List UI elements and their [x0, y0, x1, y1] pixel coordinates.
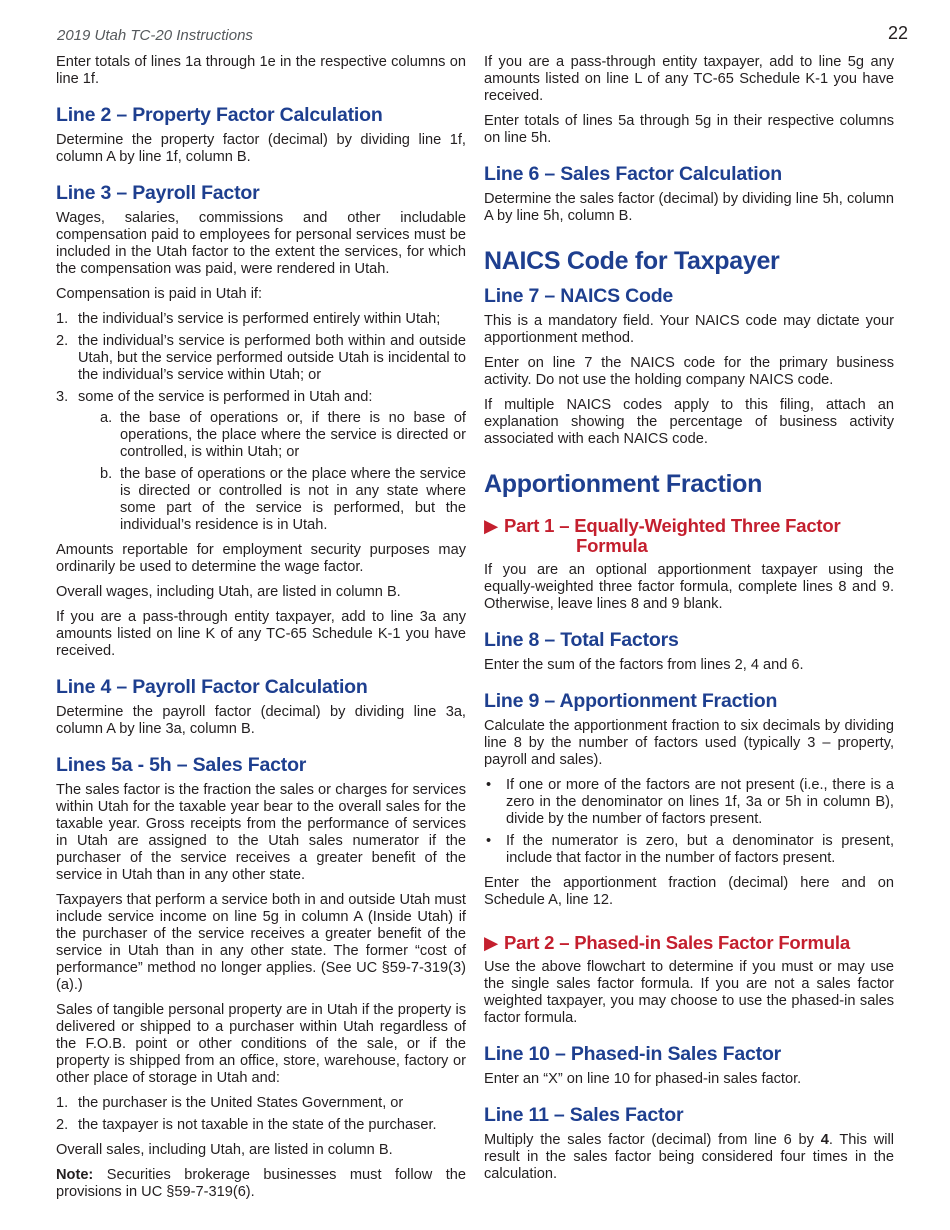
list-item-text: some of the service is performed in Utah and: — [78, 389, 373, 405]
line10-paragraph: Enter an “X” on line 10 for phased-in sales factor. — [484, 1071, 802, 1087]
line3-paragraph: Wages, salaries, commissions and other includable compensation paid to employees for personal services must be included in the Utah factor to the extent the services, for which the compensation was paid, were rendered in Utah. — [56, 210, 466, 277]
list-item-text: the individual’s service is performed both within and outside Utah, but the service performed outside Utah is incidental to the individual’s service within Utah; or — [78, 333, 466, 383]
part1-paragraph: If you are an optional apportionment taxpayer using the equally-weighted three factor formula, complete lines 8 and 9. Otherwise, leave lines 8 and 9 blank. — [484, 562, 894, 612]
list-item — [100, 410, 466, 461]
list-item-text: the base of operations or the place where the service is directed or controlled is not in any state where some part of the service is performed, but the individual’s residence is in Utah. — [120, 466, 466, 533]
note-paragraph — [56, 1167, 466, 1201]
part2-heading — [484, 933, 894, 953]
part2-paragraph: Use the above flowchart to determine if you must or may use the single sales factor formula. If you are not a sales factor weighted taxpayer, you may choose to use the phased-in sales factor formula. — [484, 959, 894, 1026]
page-number: 22 — [888, 23, 909, 43]
arrow-right-icon: ▶ — [484, 932, 499, 953]
line11-multiplier: 4 — [820, 1132, 829, 1148]
list-marker: 3. — [56, 389, 69, 405]
line5-paragraph: Taxpayers that perform a service both in and outside Utah must include service income on line 5g in column A (Inside Utah) if the purchaser of the service receives a greater benefit of the service in Utah than in any other state. The former “cost of performance” method no longer applies. (See UC §59-7-319(3)(a).) — [56, 892, 466, 993]
line4-heading: Line 4 – Payroll Factor Calculation — [56, 676, 368, 698]
list-item-text: the taxpayer is not taxable in the state of the purchaser. — [78, 1117, 437, 1133]
list-marker: b. — [100, 466, 113, 482]
line5-paragraph: Overall sales, including Utah, are listed in column B. — [56, 1142, 393, 1158]
line8-heading: Line 8 – Total Factors — [484, 629, 679, 651]
list-marker: 1. — [56, 311, 69, 327]
line4-paragraph: Determine the payroll factor (decimal) by dividing line 3a, column A by line 3a, column B. — [56, 704, 466, 737]
line6-heading: Line 6 – Sales Factor Calculation — [484, 163, 782, 185]
list-marker: 2. — [56, 1117, 69, 1133]
line11-text: Multiply the sales factor (decimal) from line 6 by — [484, 1132, 821, 1148]
document-header-title: 2019 Utah TC-20 Instructions — [57, 27, 253, 44]
line2-paragraph: Determine the property factor (decimal) by dividing line 1f, column A by line 1f, column B. — [56, 132, 466, 165]
list-item — [56, 311, 466, 328]
line5-paragraph: The sales factor is the fraction the sales or charges for services within Utah for the taxable year bear to the overall sales for the taxable year. Gross receipts from the performance of services in Utah are assigned to the Utah sales numerator if the purchaser of the service receives a greater benefit of the service in Utah than in any other state. — [56, 782, 466, 883]
apportionment-section-title: Apportionment Fraction — [484, 470, 763, 498]
line3-paragraph: Amounts reportable for employment security purposes may ordinarily be used to determine the wage factor. — [56, 542, 466, 575]
factors-bullet-list — [484, 777, 894, 867]
list-item-text: If the numerator is zero, but a denominator is present, include that factor in the number of factors present. — [506, 833, 894, 866]
list-marker: a. — [100, 410, 113, 426]
part1-title-continued: Formula — [576, 535, 648, 556]
arrow-right-icon: ▶ — [484, 515, 499, 536]
note-label: Note: — [56, 1167, 94, 1183]
line3-paragraph: Overall wages, including Utah, are listed in column B. — [56, 584, 401, 600]
property-list — [56, 1095, 466, 1134]
part1-title: Part 1 – Equally-Weighted Three Factor — [504, 515, 841, 536]
compensation-list — [56, 311, 466, 534]
list-item — [56, 389, 466, 534]
list-item — [100, 466, 466, 534]
line9-heading: Line 9 – Apportionment Fraction — [484, 690, 778, 712]
list-item-text: the individual’s service is performed entirely within Utah; — [78, 311, 441, 327]
intro-paragraph: Enter totals of lines 1a through 1e in the respective columns on line 1f. — [56, 54, 466, 87]
line5-paragraph: If you are a pass-through entity taxpayer, add to line 5g any amounts listed on line L of any TC-65 Schedule K-1 you have received. — [484, 54, 894, 104]
part1-heading — [484, 516, 894, 556]
left-column — [56, 54, 466, 1209]
line3-paragraph: If you are a pass-through entity taxpayer, add to line 3a any amounts listed on line K of any TC-65 Schedule K-1 you have received. — [56, 609, 466, 659]
note-text: Securities brokerage businesses must follow the provisions in UC §59-7-319(6). — [56, 1167, 466, 1200]
line8-paragraph: Enter the sum of the factors from lines 2, 4 and 6. — [484, 657, 804, 673]
line11-text: . This will result in the sales factor being considered four times in the calculation. — [484, 1132, 894, 1182]
list-item — [56, 333, 466, 384]
sub-list — [100, 410, 466, 534]
list-item — [484, 833, 894, 867]
line5-paragraph: Enter totals of lines 5a through 5g in their respective columns on line 5h. — [484, 113, 894, 146]
line7-paragraph: Enter on line 7 the NAICS code for the primary business activity. Do not use the holding company NAICS code. — [484, 355, 894, 388]
bullet-icon: • — [486, 777, 492, 793]
line7-heading: Line 7 – NAICS Code — [484, 285, 674, 307]
list-item-text: the base of operations or, if there is no base of operations, the place where the service is directed or controlled, is within Utah; or — [120, 410, 466, 460]
line2-heading: Line 2 – Property Factor Calculation — [56, 104, 383, 126]
list-item — [56, 1095, 466, 1112]
list-marker: 1. — [56, 1095, 69, 1111]
line6-paragraph: Determine the sales factor (decimal) by dividing line 5h, column A by line 5h, column B. — [484, 191, 894, 224]
line9-paragraph: Calculate the apportionment fraction to six decimals by dividing line 8 by the number of factors used (typically 3 – property, payroll and sales). — [484, 718, 894, 768]
naics-section-title: NAICS Code for Taxpayer — [484, 247, 780, 275]
line10-heading: Line 10 – Phased-in Sales Factor — [484, 1043, 782, 1065]
list-item-text: the purchaser is the United States Government, or — [78, 1095, 404, 1111]
line7-paragraph: This is a mandatory field. Your NAICS code may dictate your apportionment method. — [484, 313, 894, 346]
line3-heading: Line 3 – Payroll Factor — [56, 182, 260, 204]
part2-title: Part 2 – Phased-in Sales Factor Formula — [504, 932, 850, 953]
list-item — [484, 777, 894, 828]
line9-paragraph: Enter the apportionment fraction (decimal) here and on Schedule A, line 12. — [484, 875, 894, 908]
bullet-icon: • — [486, 833, 492, 849]
line5-heading: Lines 5a - 5h – Sales Factor — [56, 754, 307, 776]
line5-paragraph: Sales of tangible personal property are in Utah if the property is delivered or shipped to a purchaser within Utah regardless of the F.O.B. point or other conditions of the sale, or if the property is shipped from an office, store, warehouse, factory or other place of storage in Utah and: — [56, 1002, 466, 1086]
line11-paragraph — [484, 1132, 894, 1183]
list-marker: 2. — [56, 333, 69, 349]
list-item — [56, 1117, 466, 1134]
list-item-text: If one or more of the factors are not present (i.e., there is a zero in the denominator on lines 1f, 3a or 5h in column B), divide by the number of factors present. — [506, 777, 894, 827]
line11-heading: Line 11 – Sales Factor — [484, 1104, 684, 1126]
line3-paragraph: Compensation is paid in Utah if: — [56, 286, 263, 302]
line7-paragraph: If multiple NAICS codes apply to this filing, attach an explanation showing the percentage of business activity associated with each NAICS code. — [484, 397, 894, 447]
right-column — [484, 54, 894, 1191]
